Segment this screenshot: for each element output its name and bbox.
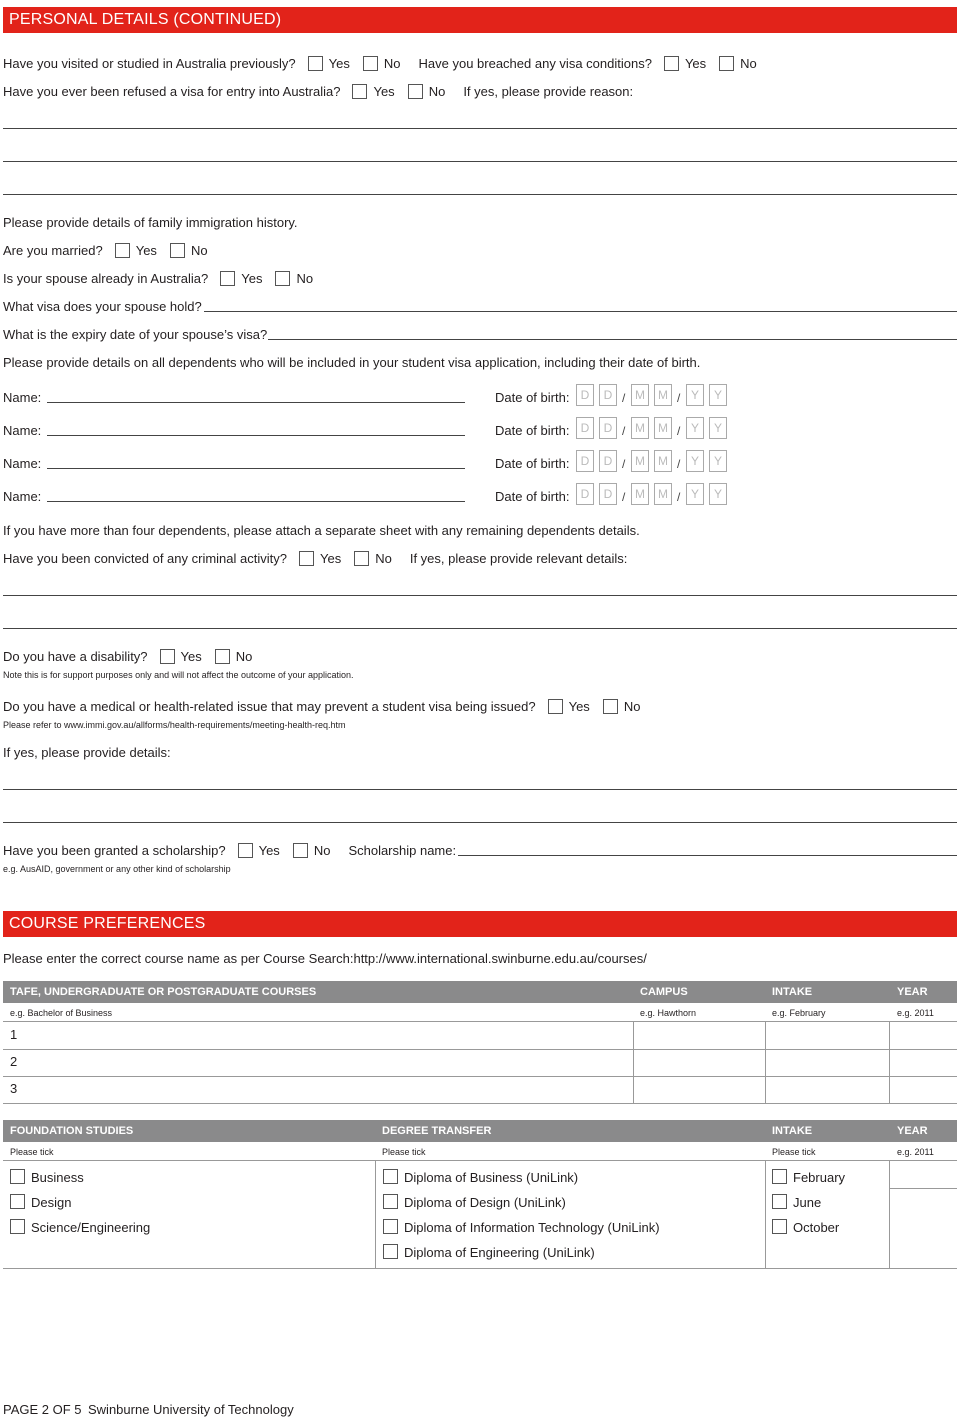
year-example: e.g. 2011	[897, 1147, 934, 1157]
spouse-expiry-line[interactable]	[268, 339, 957, 340]
course-preferences-banner: COURSE PREFERENCES	[3, 911, 957, 937]
breached-visa-label: Have you breached any visa conditions?	[418, 55, 652, 71]
scholarship-name-line[interactable]	[458, 855, 957, 856]
married-yes-checkbox[interactable]	[115, 243, 130, 258]
dependent-1-dob-month-1-box[interactable]: M	[631, 384, 649, 406]
disability-no-checkbox[interactable]	[215, 649, 230, 664]
visited-yes-label: Yes	[328, 55, 350, 71]
university-name: Swinburne University of Technology	[88, 1402, 294, 1417]
more-dependents-row	[3, 521, 640, 539]
dependent-2-dob-year-2-box[interactable]: Y	[709, 417, 727, 439]
refused-visa-row	[3, 82, 633, 100]
courses-header-year: YEAR	[897, 986, 928, 998]
programs-sub-row	[3, 1143, 957, 1161]
dependent-3-dob-slash-2: /	[677, 457, 681, 471]
dependent-2-dob-slash-2: /	[677, 424, 681, 438]
courses-header-intake: INTAKE	[772, 986, 813, 998]
refused-yes-checkbox[interactable]	[352, 84, 367, 99]
foundation-please-tick: Please tick	[10, 1147, 54, 1157]
programs-header-year: YEAR	[897, 1125, 928, 1137]
year-input-bottom[interactable]	[889, 1188, 957, 1189]
family-history-row	[3, 213, 298, 231]
married-row	[3, 241, 208, 259]
intake-option-3-checkbox[interactable]	[772, 1219, 787, 1234]
dependent-2-dob-year-1-box[interactable]: Y	[686, 417, 704, 439]
dependent-2-dob-label: Date of birth:	[495, 423, 570, 438]
refused-no-checkbox[interactable]	[408, 84, 423, 99]
degree-option-4-label: Diploma of Engineering (UniLink)	[404, 1245, 595, 1260]
course-instruction-label: Please enter the correct course name as per Course Search:	[3, 950, 354, 966]
spouse-visa-row	[3, 297, 202, 315]
courses-example-intake: e.g. February	[772, 1008, 826, 1018]
refused-reason-line-2[interactable]	[3, 161, 957, 162]
intake-option-2-checkbox[interactable]	[772, 1194, 787, 1209]
medical-no-label: No	[623, 698, 641, 714]
married-yes-label: Yes	[135, 242, 157, 258]
foundation-option-3-checkbox[interactable]	[10, 1219, 25, 1234]
medical-no-checkbox[interactable]	[603, 699, 618, 714]
scholarship-name-label: Scholarship name:	[348, 842, 457, 858]
dependent-3-dob-month-1-box[interactable]: M	[631, 450, 649, 472]
foundation-option-2-label: Design	[31, 1195, 72, 1210]
spouse-expiry-row	[3, 325, 267, 343]
dependent-4-dob-day-2-box[interactable]: D	[599, 483, 617, 505]
medical-yes-checkbox[interactable]	[548, 699, 563, 714]
family-history-label: Please provide details of family immigration history.	[3, 214, 298, 230]
medical-note: Please refer to www.immi.gov.au/allforms/health-requirements/meeting-health-req.htm	[3, 720, 346, 730]
degree-option-3-checkbox[interactable]	[383, 1219, 398, 1234]
foundation-option-1-checkbox[interactable]	[10, 1169, 25, 1184]
dependents-label: Please provide details on all dependents who will be included in your student visa application, including their date of birth.	[3, 354, 701, 370]
dependent-3-dob-year-2-box[interactable]: Y	[709, 450, 727, 472]
scholarship-yes-label: Yes	[258, 842, 280, 858]
medical-details-row	[3, 743, 171, 761]
criminal-yes-checkbox[interactable]	[299, 551, 314, 566]
married-label: Are you married?	[3, 242, 103, 258]
medical-row	[3, 697, 640, 715]
courses-example-campus: e.g. Hawthorn	[640, 1008, 697, 1018]
married-no-label: No	[190, 242, 208, 258]
courses-header-campus: CAMPUS	[640, 986, 688, 998]
course-col-divider-3	[889, 1022, 890, 1103]
foundation-option-2-checkbox[interactable]	[10, 1194, 25, 1209]
scholarship-yes-checkbox[interactable]	[238, 843, 253, 858]
dependent-4-name-label: Name:	[3, 489, 42, 504]
intake-option-3-label: October	[793, 1220, 840, 1235]
scholarship-no-checkbox[interactable]	[293, 843, 308, 858]
visited-no-checkbox[interactable]	[363, 56, 378, 71]
refused-reason-line-1[interactable]	[3, 128, 957, 129]
disability-yes-checkbox[interactable]	[160, 649, 175, 664]
programs-header-degree: DEGREE TRANSFER	[382, 1125, 492, 1137]
visited-australia-label: Have you visited or studied in Australia previously?	[3, 55, 296, 71]
disability-row	[3, 647, 252, 665]
breached-yes-label: Yes	[684, 55, 707, 71]
dependent-2-dob-month-1-box[interactable]: M	[631, 417, 649, 439]
degree-option-2-label: Diploma of Design (UniLink)	[404, 1195, 566, 1210]
refused-reason-line-3[interactable]	[3, 194, 957, 195]
refused-visa-label: Have you ever been refused a visa for entry into Australia?	[3, 83, 341, 99]
spouse-australia-no-label: No	[296, 270, 314, 286]
refused-no-label: No	[428, 83, 446, 99]
spouse-australia-label: Is your spouse already in Australia?	[3, 270, 209, 286]
dependent-4-dob-month-1-box[interactable]: M	[631, 483, 649, 505]
programs-header-intake: INTAKE	[772, 1125, 813, 1137]
intake-please-tick: Please tick	[772, 1147, 816, 1157]
medical-details-label: If yes, please provide details:	[3, 744, 171, 760]
dependent-2-dob-slash-1: /	[622, 424, 626, 438]
courses-example-row	[3, 1004, 957, 1022]
dependent-1-dob-year-1-box[interactable]: Y	[686, 384, 704, 406]
courses-example-course: e.g. Bachelor of Business	[10, 1008, 113, 1018]
foundation-option-3-label: Science/Engineering	[31, 1220, 151, 1235]
scholarship-no-label: No	[313, 842, 331, 858]
dependent-3-dob-day-1-box[interactable]: D	[576, 450, 594, 472]
spouse-visa-label: What visa does your spouse hold?	[3, 298, 202, 314]
dependent-3-name-line[interactable]	[47, 468, 465, 469]
medical-label: Do you have a medical or health-related issue that may prevent a student visa being issued?	[3, 698, 536, 714]
degree-option-1-label: Diploma of Business (UniLink)	[404, 1170, 579, 1185]
programs-col-divider-3	[889, 1161, 890, 1269]
breached-no-checkbox[interactable]	[719, 56, 734, 71]
degree-option-2-checkbox[interactable]	[383, 1194, 398, 1209]
disability-no-label: No	[235, 648, 253, 664]
dependent-3-name-label: Name:	[3, 456, 42, 471]
breached-no-label: No	[740, 55, 757, 71]
dependent-2-name-label: Name:	[3, 423, 42, 438]
course-row-divider-3	[3, 1103, 957, 1104]
dependent-4-dob-year-1-box[interactable]: Y	[686, 483, 704, 505]
dependents-row	[3, 353, 700, 371]
dependent-1-name-label: Name:	[3, 390, 42, 405]
criminal-label: Have you been convicted of any criminal activity?	[3, 550, 287, 566]
visited-yes-checkbox[interactable]	[308, 56, 323, 71]
criminal-details-label: If yes, please provide relevant details:	[409, 550, 628, 566]
dependent-4-dob-month-2-box[interactable]: M	[654, 483, 672, 505]
dependent-4-dob-year-2-box[interactable]: Y	[709, 483, 727, 505]
dependent-1-dob-month-2-box[interactable]: M	[654, 384, 672, 406]
spouse-australia-yes-checkbox[interactable]	[220, 271, 235, 286]
disability-label: Do you have a disability?	[3, 648, 148, 664]
breached-yes-checkbox[interactable]	[664, 56, 679, 71]
course-row-3-number: 3	[10, 1081, 18, 1096]
programs-header-foundation: FOUNDATION STUDIES	[10, 1125, 134, 1137]
dependent-1-name-line[interactable]	[47, 402, 465, 403]
dependent-2-name-line[interactable]	[47, 435, 465, 436]
criminal-details-line-1[interactable]	[3, 595, 957, 596]
programs-table-bottom	[3, 1268, 957, 1269]
courses-example-year: e.g. 2011	[897, 1008, 934, 1018]
criminal-details-line-2[interactable]	[3, 628, 957, 629]
spouse-australia-row	[3, 269, 313, 287]
personal-details-banner: PERSONAL DETAILS (CONTINUED)	[3, 7, 957, 33]
intake-option-2-label: June	[793, 1195, 822, 1210]
dependent-1-dob-year-2-box[interactable]: Y	[709, 384, 727, 406]
refused-yes-label: Yes	[373, 83, 395, 99]
intake-option-1-checkbox[interactable]	[772, 1169, 787, 1184]
degree-option-3-label: Diploma of Information Technology (UniLink)	[404, 1220, 660, 1235]
spouse-australia-no-checkbox[interactable]	[275, 271, 290, 286]
scholarship-note: e.g. AusAID, government or any other kind of scholarship	[3, 864, 231, 874]
programs-col-divider-2	[765, 1161, 766, 1269]
criminal-no-checkbox[interactable]	[354, 551, 369, 566]
dependent-2-dob-day-1-box[interactable]: D	[576, 417, 594, 439]
course-row-divider-1	[3, 1049, 957, 1050]
disability-note: Note this is for support purposes only and will not affect the outcome of your application.	[3, 670, 354, 680]
course-row-1-number: 1	[10, 1027, 18, 1042]
dependent-1-dob-slash-1: /	[622, 391, 626, 405]
dependent-2-dob-day-2-box[interactable]: D	[599, 417, 617, 439]
more-dependents-label: If you have more than four dependents, please attach a separate sheet with any remaining dependents details.	[3, 522, 640, 538]
refused-reason-label: If yes, please provide reason:	[463, 83, 634, 99]
course-search-link[interactable]: http://www.international.swinburne.edu.au/courses/	[353, 950, 647, 966]
degree-option-4-checkbox[interactable]	[383, 1244, 398, 1259]
degree-please-tick: Please tick	[382, 1147, 426, 1157]
medical-details-line-2[interactable]	[3, 822, 957, 823]
dependent-1-dob-day-1-box[interactable]: D	[576, 384, 594, 406]
degree-option-1-checkbox[interactable]	[383, 1169, 398, 1184]
medical-details-line-1[interactable]	[3, 789, 957, 790]
criminal-no-label: No	[375, 550, 392, 566]
married-no-checkbox[interactable]	[170, 243, 185, 258]
course-col-divider-2	[765, 1022, 766, 1103]
dependent-1-dob-day-2-box[interactable]: D	[599, 384, 617, 406]
medical-yes-label: Yes	[568, 698, 590, 714]
spouse-visa-line[interactable]	[204, 311, 957, 312]
courses-table-header	[3, 981, 957, 1003]
intake-option-1-label: February	[793, 1170, 846, 1185]
scholarship-label: Have you been granted a scholarship?	[3, 842, 226, 858]
spouse-expiry-label: What is the expiry date of your spouse’s visa?	[3, 326, 268, 342]
dependent-4-dob-label: Date of birth:	[495, 489, 570, 504]
course-instruction-row	[3, 949, 647, 967]
scholarship-row	[3, 841, 456, 859]
foundation-option-1-label: Business	[31, 1170, 84, 1185]
dependent-2-dob-month-2-box[interactable]: M	[654, 417, 672, 439]
dependent-1-dob-slash-2: /	[677, 391, 681, 405]
spouse-australia-yes-label: Yes	[241, 270, 263, 286]
dependent-3-dob-label: Date of birth:	[495, 456, 570, 471]
dependent-4-dob-slash-2: /	[677, 490, 681, 504]
programs-col-divider-1	[375, 1161, 376, 1269]
dependent-3-dob-slash-1: /	[622, 457, 626, 471]
dependent-4-dob-day-1-box[interactable]: D	[576, 483, 594, 505]
courses-header-course: TAFE, UNDERGRADUATE OR POSTGRADUATE COURSES	[10, 986, 317, 998]
visited-australia-row	[3, 54, 757, 72]
dependent-4-name-line[interactable]	[47, 501, 465, 502]
dependent-3-dob-day-2-box[interactable]: D	[599, 450, 617, 472]
page-number: PAGE 2 OF 5	[3, 1402, 82, 1417]
course-col-divider-1	[633, 1022, 634, 1103]
dependent-3-dob-year-1-box[interactable]: Y	[686, 450, 704, 472]
dependent-1-dob-label: Date of birth:	[495, 390, 570, 405]
criminal-yes-label: Yes	[319, 550, 342, 566]
course-row-2-number: 2	[10, 1054, 18, 1069]
programs-table-header	[3, 1120, 957, 1142]
disability-yes-label: Yes	[180, 648, 202, 664]
criminal-row	[3, 549, 627, 567]
visited-no-label: No	[383, 55, 401, 71]
dependent-3-dob-month-2-box[interactable]: M	[654, 450, 672, 472]
dependent-4-dob-slash-1: /	[622, 490, 626, 504]
course-row-divider-2	[3, 1076, 957, 1077]
